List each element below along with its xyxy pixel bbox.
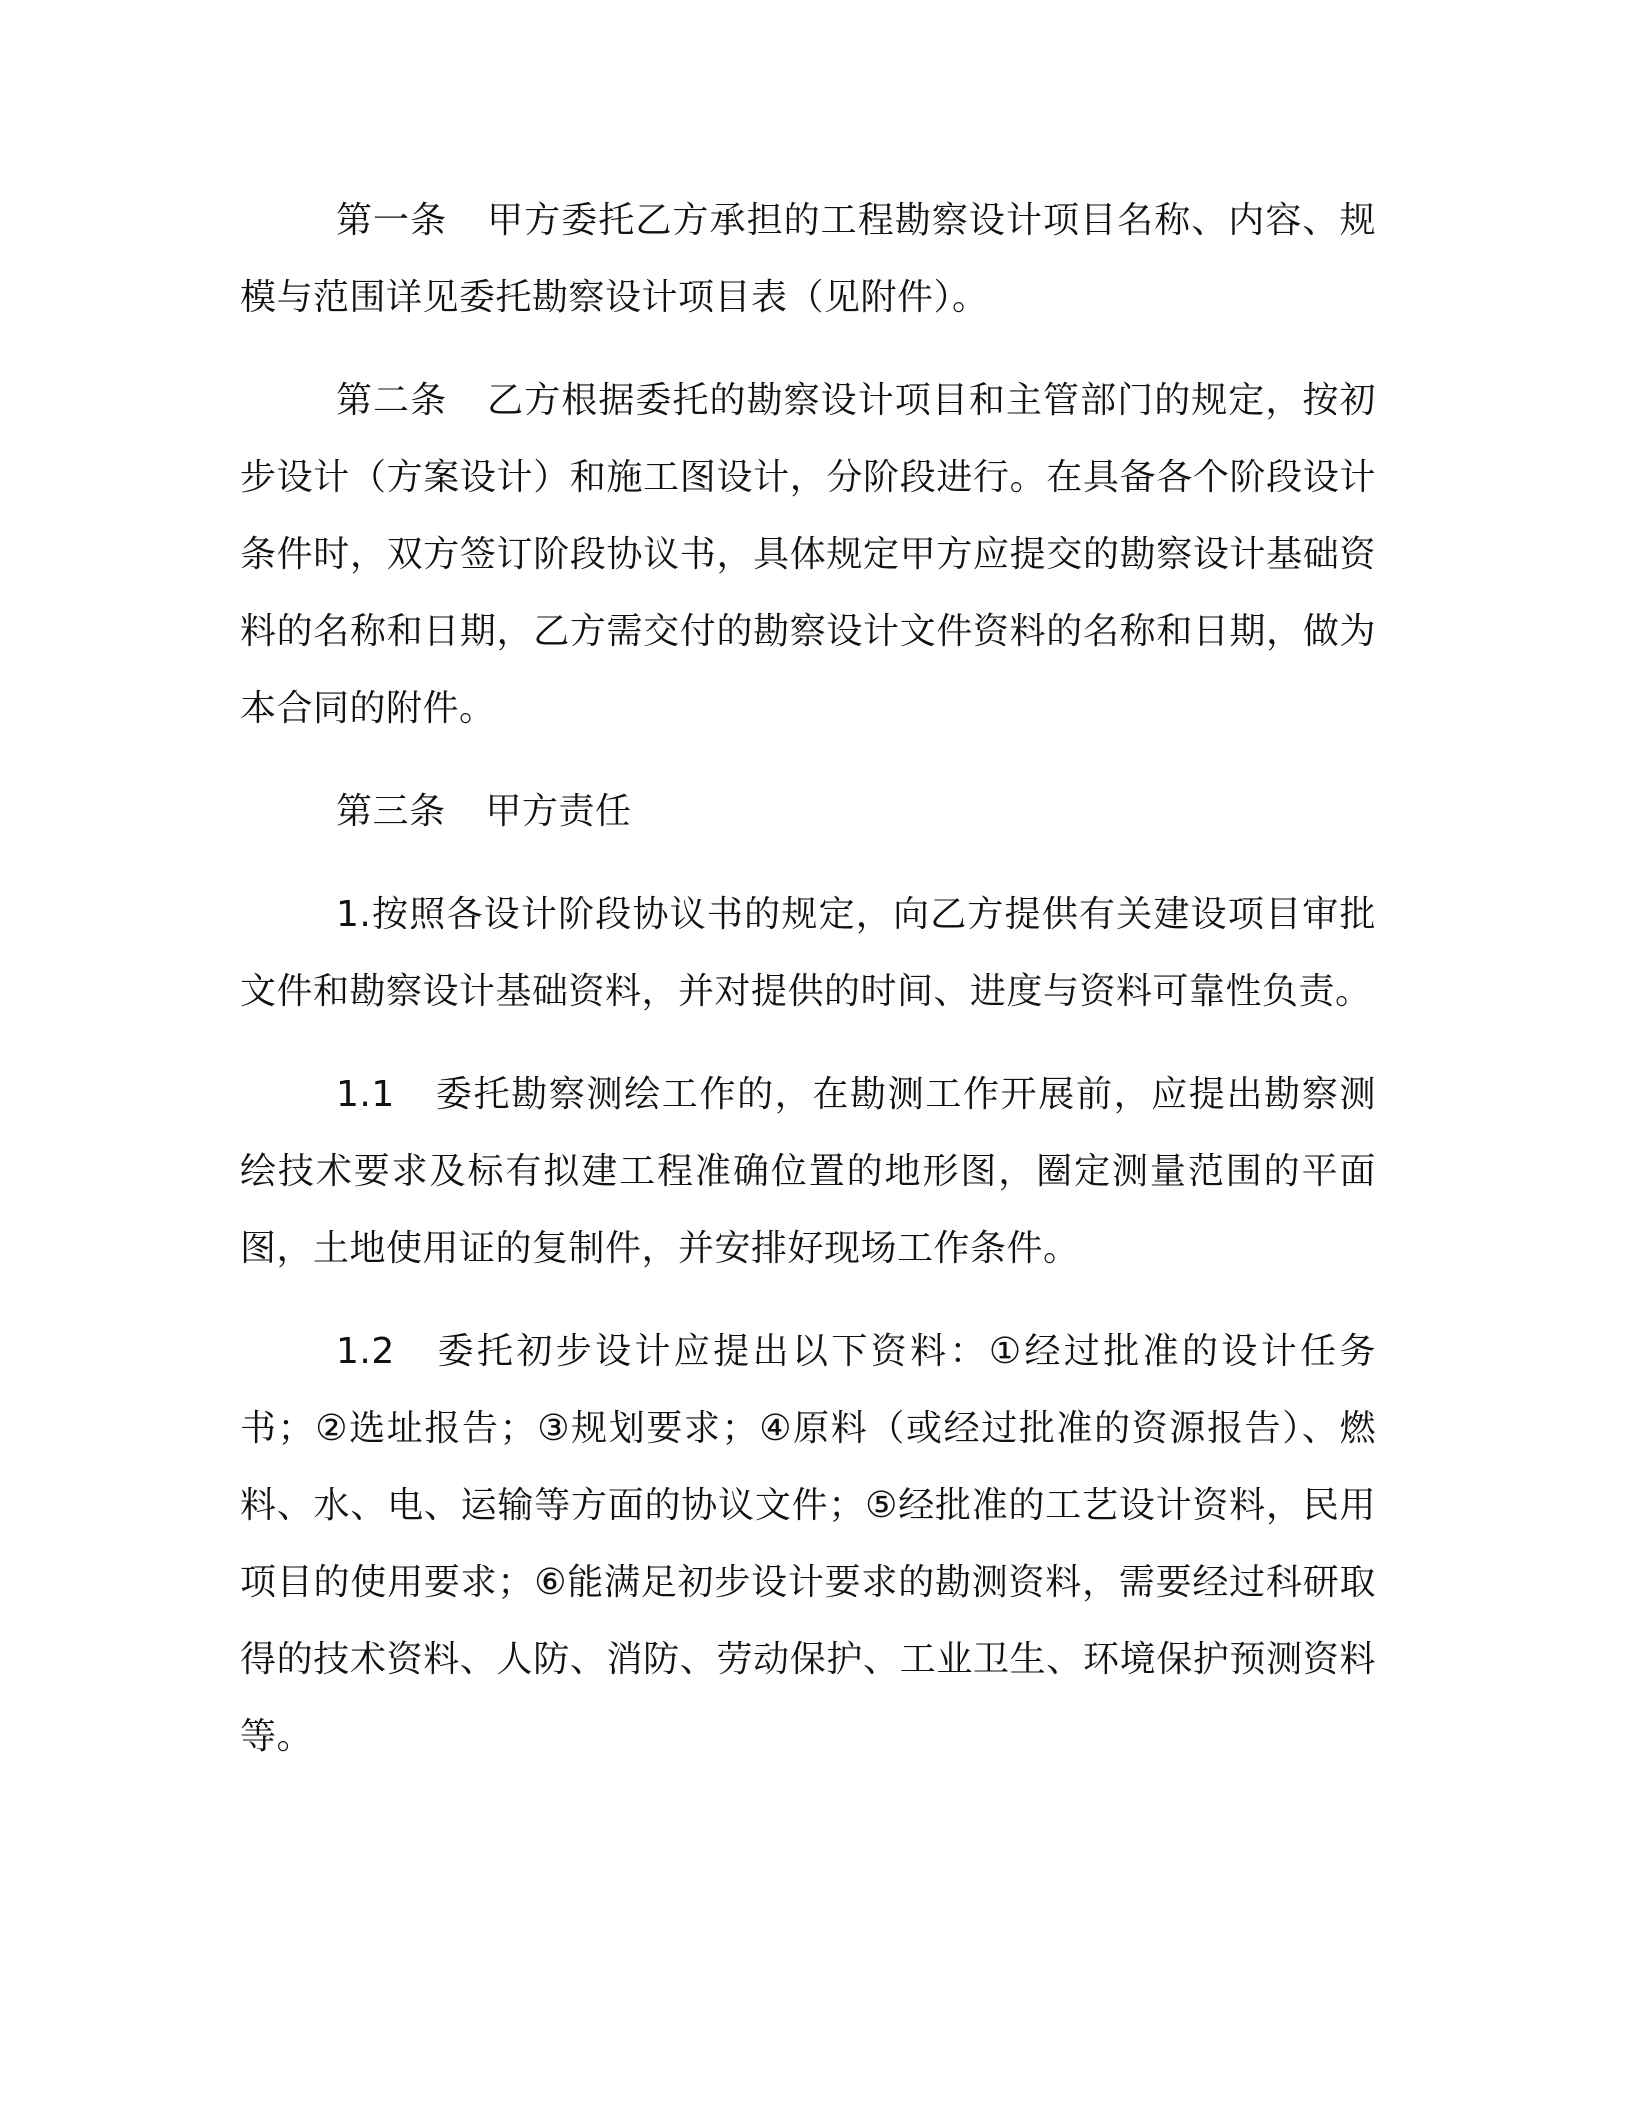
- item-1: [240, 876, 1376, 1030]
- item-1-1-text: 委托勘察测绘工作的，在勘测工作开展前，应提出勘察测绘技术要求及标有拟建工程准确位置的地形图，圈定测量范围的平面图，土地使用证的复制件，并安排好现场工作条件。: [240, 1074, 1376, 1269]
- item-1-1-number: 1.1: [336, 1074, 395, 1115]
- clause-2-text: 乙方根据委托的勘察设计项目和主管部门的规定，按初步设计（方案设计）和施工图设计，分阶段进行。在具备各个阶段设计条件时，双方签订阶段协议书，具体规定甲方应提交的勘察设计基础资料的名称和日期，乙方需交付的勘察设计文件资料的名称和日期，做为本合同的附件。: [240, 380, 1376, 729]
- item-1-text: 1.按照各设计阶段协议书的规定，向乙方提供有关建设项目审批文件和勘察设计基础资料，并对提供的时间、进度与资料可靠性负责。: [240, 894, 1376, 1012]
- item-1-2: [240, 1313, 1376, 1775]
- clause-1-text: 甲方委托乙方承担的工程勘察设计项目名称、内容、规模与范围详见委托勘察设计项目表（见附件）。: [240, 200, 1376, 318]
- item-1-2-text: 委托初步设计应提出以下资料：①经过批准的设计任务书；②选址报告；③规划要求；④原料（或经过批准的资源报告）、燃料、水、电、运输等方面的协议文件；⑤经批准的工艺设计资料，民用项目的使用要求；⑥能满足初步设计要求的勘测资料，需要经过科研取得的技术资料、人防、消防、劳动保护、工业卫生、环境保护预测资料等。: [240, 1331, 1376, 1757]
- clause-3-number: 第三条: [336, 791, 446, 832]
- item-1-2-number: 1.2: [336, 1331, 395, 1372]
- document-body: [240, 182, 1376, 1801]
- clause-3: [240, 773, 1376, 850]
- item-1-1: [240, 1056, 1376, 1287]
- clause-1-number: 第一条: [336, 200, 448, 241]
- clause-2: [240, 362, 1376, 747]
- clause-1: [240, 182, 1376, 336]
- clause-2-number: 第二条: [336, 380, 448, 421]
- clause-3-text: 甲方责任: [485, 791, 632, 832]
